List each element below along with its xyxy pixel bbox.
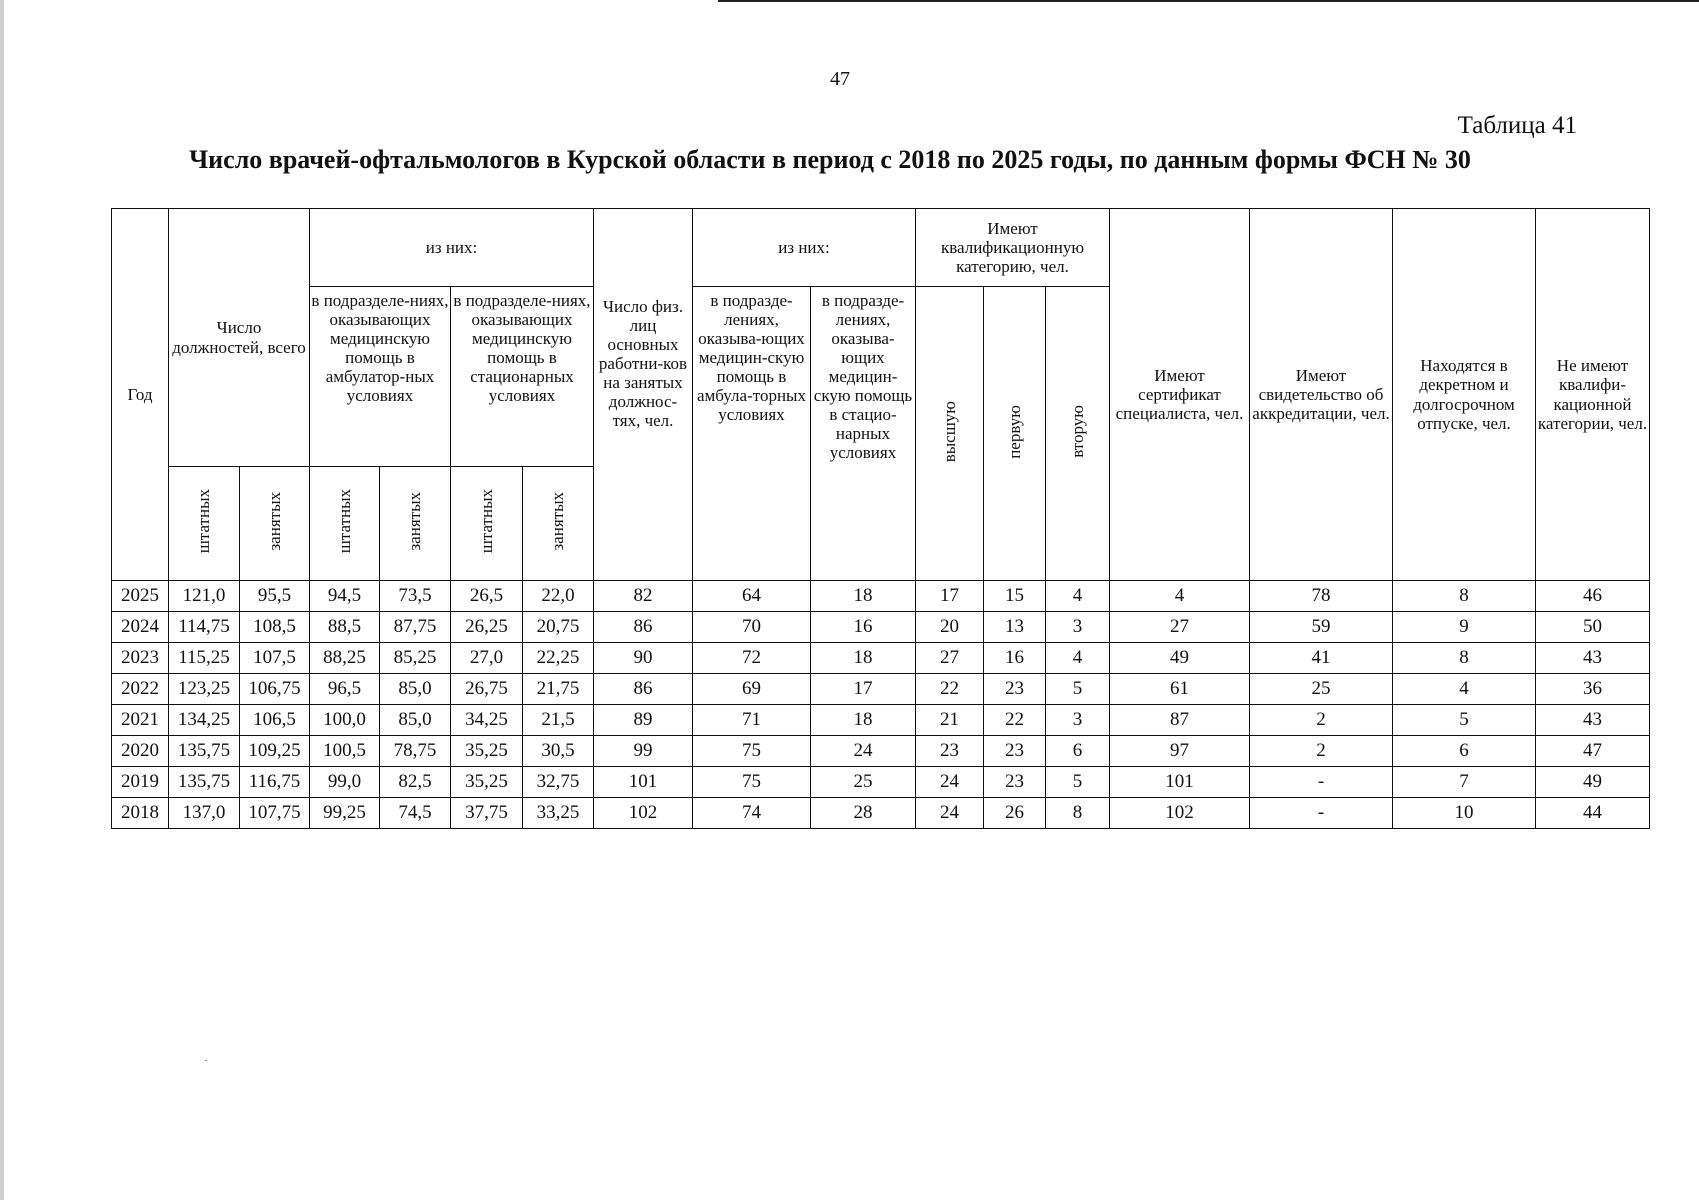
table-cell: 85,25 xyxy=(380,643,451,674)
table-cell: 17 xyxy=(916,581,984,612)
table-cell: 18 xyxy=(811,643,916,674)
header-staff-total: штатных xyxy=(169,467,240,581)
table-row xyxy=(112,612,1650,643)
ophthalmologists-table xyxy=(111,208,1650,829)
table-cell: 6 xyxy=(1393,736,1536,767)
header-of-them-positions: из них: xyxy=(310,209,594,287)
table-cell: 121,0 xyxy=(169,581,240,612)
table-cell: 27,0 xyxy=(451,643,523,674)
table-cell: 94,5 xyxy=(310,581,380,612)
scan-speck xyxy=(205,1060,207,1061)
table-cell: 99,0 xyxy=(310,767,380,798)
table-cell: 9 xyxy=(1393,612,1536,643)
table-cell: 137,0 xyxy=(169,798,240,829)
header-individuals: Число физ. лиц основных работни-ков на занятых должнос-тях, чел. xyxy=(594,209,693,581)
table-cell: 41 xyxy=(1250,643,1393,674)
table-row xyxy=(112,736,1650,767)
table-cell: 74 xyxy=(693,798,811,829)
table-cell: 22,0 xyxy=(523,581,594,612)
table-cell: 25 xyxy=(811,767,916,798)
table-row xyxy=(112,767,1650,798)
table-cell: 6 xyxy=(1046,736,1110,767)
table-cell: 107,75 xyxy=(240,798,310,829)
table-cell: 49 xyxy=(1536,767,1650,798)
table-cell: 135,75 xyxy=(169,736,240,767)
table-cell: 21,5 xyxy=(523,705,594,736)
table-cell: - xyxy=(1250,767,1393,798)
table-cell: 5 xyxy=(1393,705,1536,736)
table-cell: 35,25 xyxy=(451,767,523,798)
row-year-cell: 2023 xyxy=(112,643,169,674)
table-cell: 82 xyxy=(594,581,693,612)
table-cell: 97 xyxy=(1110,736,1250,767)
table-cell: 35,25 xyxy=(451,736,523,767)
table-cell: 44 xyxy=(1536,798,1650,829)
table-cell: 7 xyxy=(1393,767,1536,798)
table-cell: 21 xyxy=(916,705,984,736)
table-cell: 22 xyxy=(984,705,1046,736)
table-cell: 26,5 xyxy=(451,581,523,612)
table-cell: 135,75 xyxy=(169,767,240,798)
table-cell: 24 xyxy=(916,767,984,798)
table-cell: 27 xyxy=(1110,612,1250,643)
table-cell: 85,0 xyxy=(380,674,451,705)
table-row xyxy=(112,705,1650,736)
table-cell: 102 xyxy=(594,798,693,829)
table-cell: 4 xyxy=(1110,581,1250,612)
table-cell: 123,25 xyxy=(169,674,240,705)
table-cell: 47 xyxy=(1536,736,1650,767)
table-row xyxy=(112,581,1650,612)
table-cell: 26,25 xyxy=(451,612,523,643)
row-year-cell: 2021 xyxy=(112,705,169,736)
table-label: Таблица 41 xyxy=(1457,112,1577,139)
top-rule xyxy=(718,0,1699,2)
table-cell: 23 xyxy=(984,736,1046,767)
header-qualification-category: Имеют квалификационную категорию, чел. xyxy=(916,209,1110,287)
header-leave: Находятся в декретном и долгосрочном отпуске, чел. xyxy=(1393,209,1536,581)
table-cell: - xyxy=(1250,798,1393,829)
table-cell: 106,5 xyxy=(240,705,310,736)
table-cell: 59 xyxy=(1250,612,1393,643)
table-cell: 101 xyxy=(594,767,693,798)
header-staff-amb: штатных xyxy=(310,467,380,581)
table-cell: 20,75 xyxy=(523,612,594,643)
header-first: первую xyxy=(984,287,1046,581)
row-year-cell: 2024 xyxy=(112,612,169,643)
table-cell: 88,25 xyxy=(310,643,380,674)
table-cell: 18 xyxy=(811,705,916,736)
table-cell: 90 xyxy=(594,643,693,674)
table-cell: 61 xyxy=(1110,674,1250,705)
table-cell: 23 xyxy=(984,674,1046,705)
page-number: 47 xyxy=(830,68,850,90)
table-cell: 4 xyxy=(1046,643,1110,674)
header-accreditation: Имеют свидетельство об аккредитации, чел. xyxy=(1250,209,1393,581)
table-cell: 49 xyxy=(1110,643,1250,674)
table-cell: 116,75 xyxy=(240,767,310,798)
table-cell: 100,0 xyxy=(310,705,380,736)
table-cell: 78 xyxy=(1250,581,1393,612)
table-cell: 2 xyxy=(1250,705,1393,736)
table-cell: 24 xyxy=(916,798,984,829)
table-cell: 26 xyxy=(984,798,1046,829)
header-second: вторую xyxy=(1046,287,1110,581)
table-cell: 99 xyxy=(594,736,693,767)
header-occupied-total: занятых xyxy=(240,467,310,581)
table-cell: 43 xyxy=(1536,705,1650,736)
table-cell: 24 xyxy=(811,736,916,767)
table-cell: 5 xyxy=(1046,674,1110,705)
table-cell: 87 xyxy=(1110,705,1250,736)
table-cell: 32,75 xyxy=(523,767,594,798)
header-amb-units: в подразделе-ниях, оказывающих медицинскую помощь в амбулатор-ных условиях xyxy=(310,287,451,467)
table-cell: 69 xyxy=(693,674,811,705)
table-cell: 8 xyxy=(1393,643,1536,674)
table-cell: 99,25 xyxy=(310,798,380,829)
table-row xyxy=(112,643,1650,674)
header-staff-stat: штатных xyxy=(451,467,523,581)
table-cell: 33,25 xyxy=(523,798,594,829)
table-cell: 28 xyxy=(811,798,916,829)
header-no-category: Не имеют квалифи-кационной категории, чел. xyxy=(1536,209,1650,581)
table-cell: 27 xyxy=(916,643,984,674)
table-cell: 88,5 xyxy=(310,612,380,643)
table-cell: 8 xyxy=(1393,581,1536,612)
table-cell: 75 xyxy=(693,767,811,798)
header-amb-units-individuals: в подразде-лениях, оказыва-ющих медицин-скую помощь в амбула-торных условиях xyxy=(693,287,811,581)
table-cell: 13 xyxy=(984,612,1046,643)
table-cell: 107,5 xyxy=(240,643,310,674)
table-cell: 36 xyxy=(1536,674,1650,705)
table-cell: 4 xyxy=(1046,581,1110,612)
table-cell: 30,5 xyxy=(523,736,594,767)
table-cell: 26,75 xyxy=(451,674,523,705)
table-cell: 8 xyxy=(1046,798,1110,829)
table-cell: 17 xyxy=(811,674,916,705)
header-stat-units: в подразделе-ниях, оказывающих медицинскую помощь в стационарных условиях xyxy=(451,287,594,467)
table-cell: 71 xyxy=(693,705,811,736)
table-cell: 37,75 xyxy=(451,798,523,829)
document-title: Число врачей-офтальмологов в Курской области в период с 2018 по 2025 годы, по данным формы ФСН № 30 xyxy=(189,145,1471,174)
table-cell: 78,75 xyxy=(380,736,451,767)
table-cell: 46 xyxy=(1536,581,1650,612)
table-cell: 70 xyxy=(693,612,811,643)
table-cell: 5 xyxy=(1046,767,1110,798)
table-cell: 34,25 xyxy=(451,705,523,736)
table-cell: 75 xyxy=(693,736,811,767)
table-cell: 23 xyxy=(916,736,984,767)
header-certificate: Имеют сертификат специалиста, чел. xyxy=(1110,209,1250,581)
scan-left-edge xyxy=(0,0,4,1200)
table-cell: 82,5 xyxy=(380,767,451,798)
table-cell: 18 xyxy=(811,581,916,612)
table-cell: 16 xyxy=(984,643,1046,674)
table-cell: 22 xyxy=(916,674,984,705)
table-cell: 10 xyxy=(1393,798,1536,829)
header-of-them-individuals: из них: xyxy=(693,209,916,287)
row-year-cell: 2022 xyxy=(112,674,169,705)
table-cell: 16 xyxy=(811,612,916,643)
table-cell: 87,75 xyxy=(380,612,451,643)
table-cell: 3 xyxy=(1046,705,1110,736)
header-occupied-amb: занятых xyxy=(380,467,451,581)
table-cell: 102 xyxy=(1110,798,1250,829)
table-cell: 95,5 xyxy=(240,581,310,612)
table-cell: 114,75 xyxy=(169,612,240,643)
table-cell: 74,5 xyxy=(380,798,451,829)
table-cell: 86 xyxy=(594,612,693,643)
table-cell: 4 xyxy=(1393,674,1536,705)
table-cell: 3 xyxy=(1046,612,1110,643)
table-row xyxy=(112,798,1650,829)
header-highest: высшую xyxy=(916,287,984,581)
table-cell: 101 xyxy=(1110,767,1250,798)
table-cell: 72 xyxy=(693,643,811,674)
table-cell: 23 xyxy=(984,767,1046,798)
header-year: Год xyxy=(112,209,169,581)
table-cell: 100,5 xyxy=(310,736,380,767)
table-cell: 86 xyxy=(594,674,693,705)
header-positions-total: Число должностей, всего xyxy=(169,209,310,467)
table-cell: 73,5 xyxy=(380,581,451,612)
table-cell: 96,5 xyxy=(310,674,380,705)
table-cell: 109,25 xyxy=(240,736,310,767)
header-stat-units-individuals: в подразде-лениях, оказыва-ющих медицин-скую помощь в стацио-нарных условиях xyxy=(811,287,916,581)
table-cell: 85,0 xyxy=(380,705,451,736)
table-cell: 50 xyxy=(1536,612,1650,643)
table-cell: 43 xyxy=(1536,643,1650,674)
table-cell: 15 xyxy=(984,581,1046,612)
table-cell: 2 xyxy=(1250,736,1393,767)
table-row xyxy=(112,674,1650,705)
table-cell: 25 xyxy=(1250,674,1393,705)
header-occupied-stat: занятых xyxy=(523,467,594,581)
table-cell: 22,25 xyxy=(523,643,594,674)
row-year-cell: 2019 xyxy=(112,767,169,798)
row-year-cell: 2025 xyxy=(112,581,169,612)
row-year-cell: 2020 xyxy=(112,736,169,767)
row-year-cell: 2018 xyxy=(112,798,169,829)
table-cell: 134,25 xyxy=(169,705,240,736)
table-cell: 20 xyxy=(916,612,984,643)
table-cell: 21,75 xyxy=(523,674,594,705)
table-cell: 106,75 xyxy=(240,674,310,705)
table-cell: 115,25 xyxy=(169,643,240,674)
table-cell: 64 xyxy=(693,581,811,612)
table-cell: 89 xyxy=(594,705,693,736)
table-cell: 108,5 xyxy=(240,612,310,643)
